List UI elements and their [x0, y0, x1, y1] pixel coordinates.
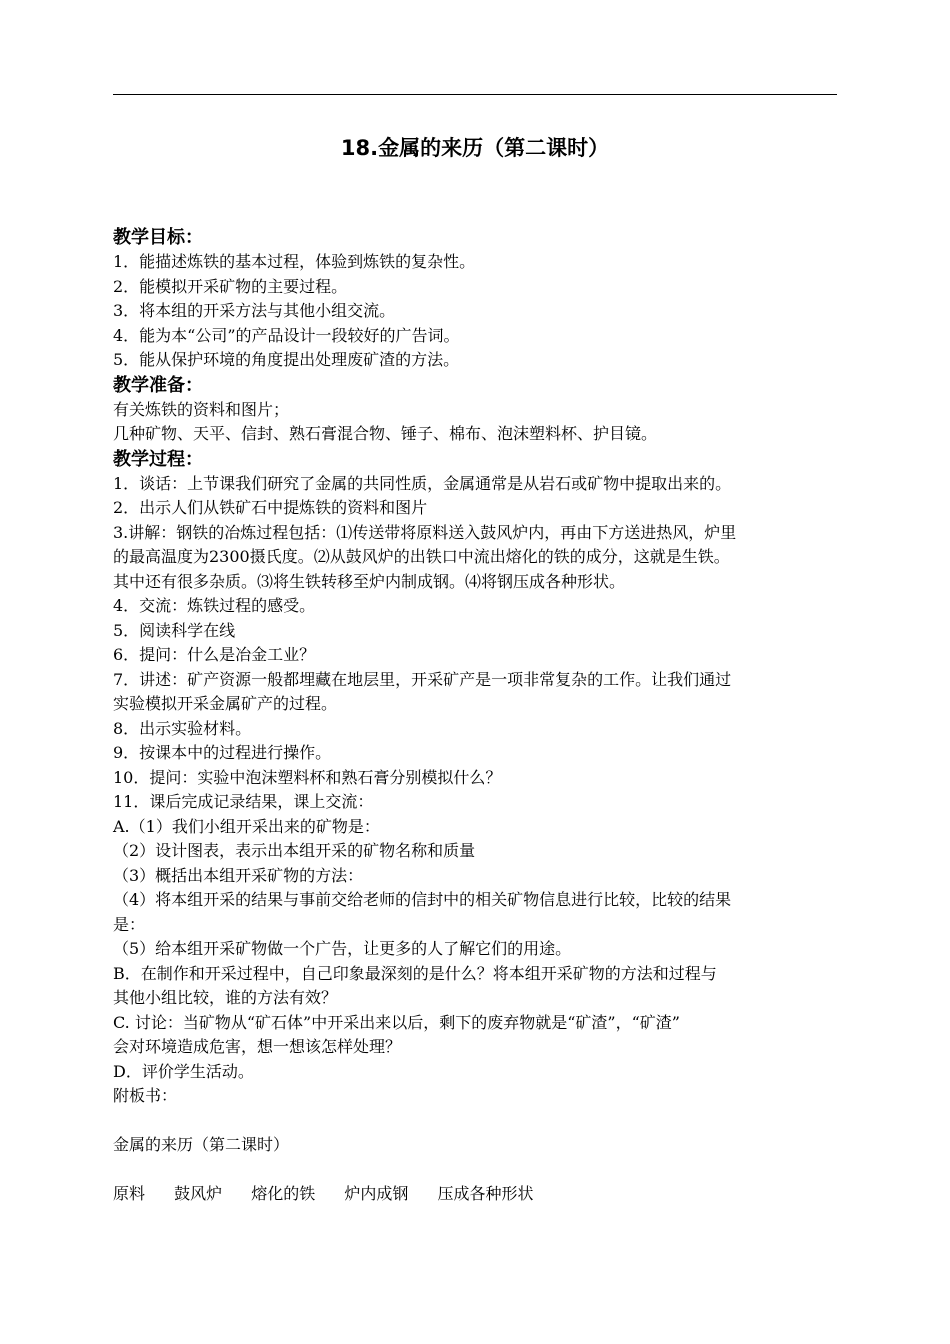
- process-line: 5．阅读科学在线: [113, 620, 236, 640]
- process-line: （5）给本组开采矿物做一个广告，让更多的人了解它们的用途。: [113, 939, 572, 958]
- prep-item: 有关炼铁的资料和图片；: [113, 399, 290, 419]
- process-line: 实验模拟开采金属矿产的过程。: [113, 694, 338, 713]
- process-line: 2．出示人们从铁矿石中提炼铁的资料和图片: [113, 498, 428, 517]
- board-title: 金属的来历（第二课时）: [113, 1135, 290, 1154]
- process-line: 8．出示实验材料。: [113, 718, 252, 738]
- goal-item: 5．能从保护环境的角度提出处理废矿渣的方法。: [113, 350, 460, 369]
- goal-item: 3．将本组的开采方法与其他小组交流。: [113, 301, 396, 320]
- process-line: 是：: [113, 914, 146, 934]
- process-line: 附板书：: [113, 1086, 178, 1105]
- header-rule: [113, 94, 837, 95]
- process-line: （4）将本组开采的结果与事前交给老师的信封中的相关矿物信息进行比较，比较的结果: [113, 890, 732, 909]
- goal-item: 4．能为本“公司”的产品设计一段较好的广告词。: [113, 325, 460, 345]
- prep-item: 几种矿物、天平、信封、熟石膏混合物、锤子、棉布、泡沫塑料杯、护目镜。: [113, 424, 658, 443]
- process-line: 的最高温度为2300摄氏度。⑵从鼓风炉的出铁口中流出熔化的铁的成分，这就是生铁。: [113, 547, 730, 566]
- document-body: [113, 225, 843, 1207]
- process-line: 11．课后完成记录结果，课上交流：: [113, 792, 374, 811]
- process-line: B．在制作和开采过程中，自己印象最深刻的是什么？将本组开采矿物的方法和过程与: [113, 963, 717, 983]
- goal-item: 1．能描述炼铁的基本过程，体验到炼铁的复杂性。: [113, 252, 476, 271]
- process-heading: 教学过程：: [113, 448, 203, 470]
- process-line: 6．提问：什么是冶金工业？: [113, 645, 316, 664]
- process-line: 7．讲述：矿产资源一般都埋藏在地层里，开采矿产是一项非常复杂的工作。让我们通过: [113, 669, 732, 689]
- board-step: 炉内成钢: [344, 1184, 409, 1203]
- process-line: 10．提问：实验中泡沫塑料杯和熟石膏分别模拟什么？: [113, 767, 502, 787]
- process-line: 4．交流：炼铁过程的感受。: [113, 596, 316, 615]
- process-line: D．评价学生活动。: [113, 1061, 254, 1081]
- process-line: 3.讲解：钢铁的冶炼过程包括：⑴传送带将原料送入鼓风炉内，再由下方送进热风，炉里: [113, 522, 737, 542]
- board-step: 原料: [113, 1184, 146, 1203]
- page-title: 18.金属的来历（第二课时）: [340, 136, 610, 160]
- board-steps: [113, 1182, 843, 1207]
- process-line: （3）概括出本组开采矿物的方法：: [113, 865, 364, 885]
- goal-item: 2．能模拟开采矿物的主要过程。: [113, 276, 348, 296]
- process-line: 1．谈话：上节课我们研究了金属的共同性质，金属通常是从岩石或矿物中提取出来的。: [113, 473, 732, 493]
- process-line: C. 讨论：当矿物从“矿石体”中开采出来以后，剩下的废弃物就是“矿渣”，“矿渣”: [113, 1012, 680, 1032]
- process-line: 会对环境造成危害，想一想该怎样处理？: [113, 1037, 402, 1056]
- process-line: 其他小组比较，谁的方法有效？: [113, 988, 338, 1007]
- board-step: 熔化的铁: [251, 1184, 316, 1203]
- process-line: 其中还有很多杂质。⑶将生铁转移至炉内制成钢。⑷将钢压成各种形状。: [113, 571, 626, 591]
- goals-heading: 教学目标：: [113, 227, 203, 248]
- process-line: 9．按课本中的过程进行操作。: [113, 743, 332, 762]
- process-line: A.（1）我们小组开采出来的矿物是：: [113, 816, 380, 836]
- prep-heading: 教学准备：: [113, 374, 203, 396]
- process-line: （2）设计图表，表示出本组开采的矿物名称和质量: [113, 841, 476, 860]
- board-step: 压成各种形状: [437, 1184, 534, 1203]
- board-step: 鼓风炉: [174, 1184, 223, 1203]
